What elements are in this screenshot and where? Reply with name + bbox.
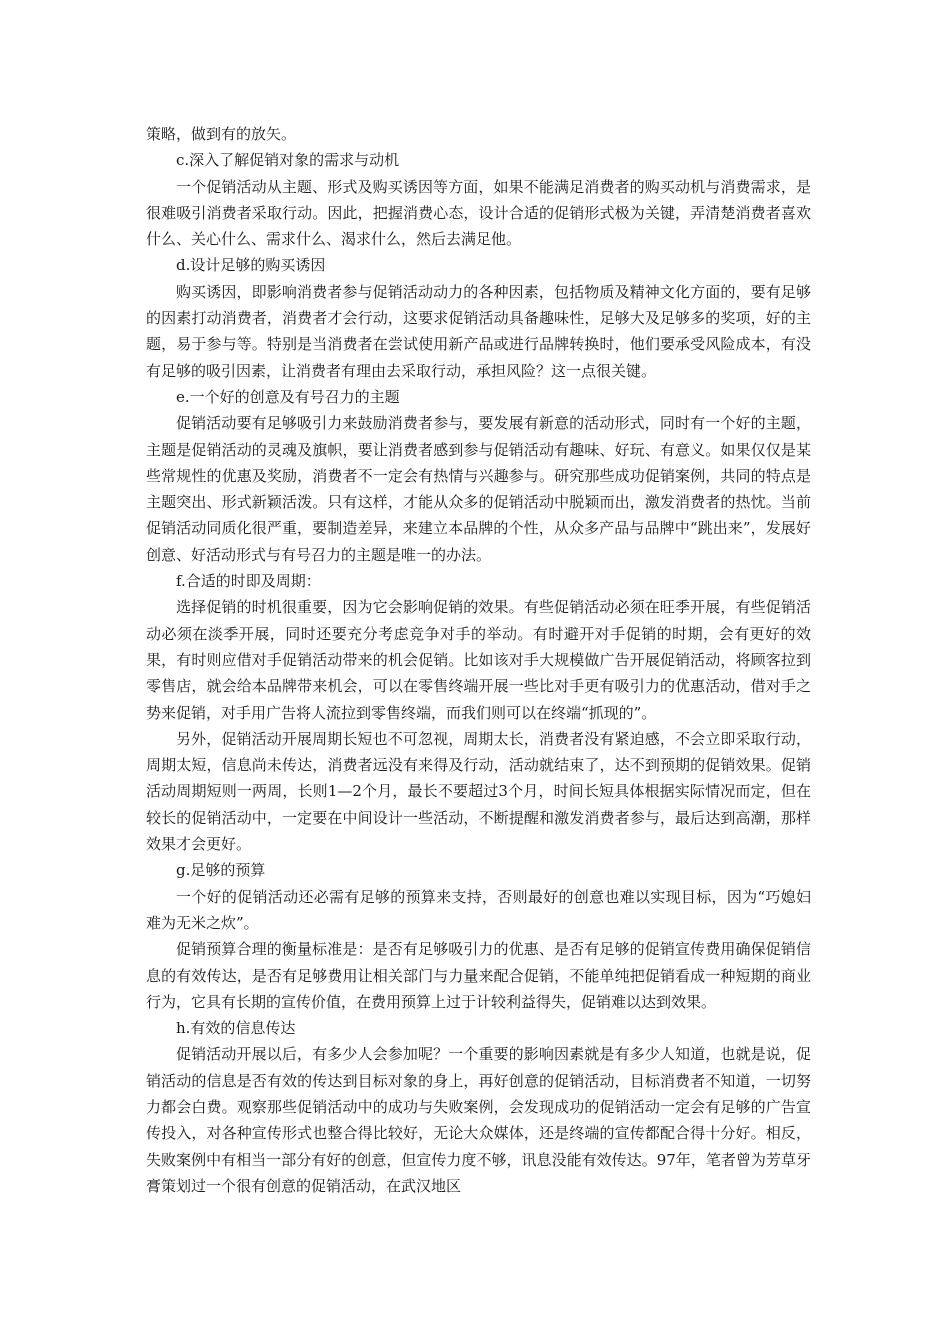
paragraph: 选择促销的时机很重要，因为它会影响促销的效果。有些促销活动必须在旺季开展，有些促销活动必须在淡季开展，同时还要充分考虑竞争对手的举动。有时避开对手促销的时期，会有更好的效果，有时则应借对手促销活动带来的机会促销。比如该对手大规模做广告开展促销活动，将顾客拉到零售店，就会给本品牌带来机会，可以在零售终端开展一些比对手更有吸引力的优惠活动，借对手之势来促销，对手用广告将人流拉到零售终端，而我们则可以在终端“抓现的”。 [146, 598, 811, 722]
section-heading-c: c.深入了解促销对象的需求与动机 [176, 151, 400, 170]
paragraph-continued: 策略，做到有的放矢。 [146, 125, 297, 143]
paragraph: 购买诱因，即影响消费者参与促销活动动力的各种因素，包括物质及精神文化方面的，要有足够的因素打动消费者，消费者才会行动，这要求促销活动具备趣味性，足够大及足够多的奖项，好的主题，易于参与等。特别是当消费者在尝试使用新产品或进行品牌转换时，他们要承受风险成本，有没有足够的吸引因素，让消费者有理由去采取行动，承担风险？这一点很关键。 [146, 282, 811, 380]
paragraph: 一个促销活动从主题、形式及购买诱因等方面，如果不能满足消费者的购买动机与消费需求，是很难吸引消费者采取行动。因此，把握消费心态，设计合适的促销形式极为关键，弄清楚消费者喜欢什么、关心什么、需求什么、渴求什么，然后去满足他。 [146, 177, 811, 249]
paragraph: 促销活动开展以后，有多少人会参加呢？一个重要的影响因素就是有多少人知道，也就是说，促销活动的信息是否有效的传达到目标对象的身上，再好创意的促销活动，目标消费者不知道，一切努力都会白费。观察那些促销活动中的成功与失败案例，会发现成功的促销活动一定会有足够的广告宣传投入，对各种宣传形式也整合得比较好，无论大众媒体，还是终端的宣传都配合得十分好。相反，失败案例中有相当一部分有好的创意，但宣传力度不够，讯息没能有效传达。97年，笔者曾为芳草牙膏策划过一个很有创意的促销活动，在武汉地区 [146, 1045, 811, 1195]
paragraph: 促销预算合理的衡量标准是：是否有足够吸引力的优惠、是否有足够的促销宣传费用确保促销信息的有效传达，是否有足够费用让相关部门与力量来配合促销，不能单纯把促销看成一种短期的商业行为，它具有长期的宣传价值，在费用预算上过于计较利益得失，促销难以达到效果。 [146, 940, 811, 1011]
paragraph: 一个好的促销活动还必需有足够的预算来支持，否则最好的创意也难以实现目标，因为“巧媳妇难为无米之炊”。 [146, 887, 811, 932]
section-heading-d: d.设计足够的购买诱因 [176, 256, 326, 275]
section-heading-h: h.有效的信息传达 [176, 1019, 296, 1038]
section-heading-e: e.一个好的创意及有号召力的主题 [176, 387, 400, 406]
section-heading-f: f.合适的时即及周期： [176, 572, 321, 591]
section-heading-g: g.足够的预算 [176, 861, 266, 880]
paragraph: 另外，促销活动开展周期长短也不可忽视，周期太长，消费者没有紧迫感，不会立即采取行动，周期太短，信息尚未传达，消费者远没有来得及行动，活动就结束了，达不到预期的促销效果。促销活动周期短则一两周，长则1—2个月，最长不要超过3个月，时间长短具体根据实际情况而定，但在较长的促销活动中，一定要在中间设计一些活动，不断提醒和激发消费者参与，最后达到高潮，那样效果才会更好。 [146, 729, 811, 854]
document-body [146, 121, 811, 1199]
paragraph: 促销活动要有足够吸引力来鼓励消费者参与，要发展有新意的活动形式，同时有一个好的主题，主题是促销活动的灵魂及旗帜，要让消费者感到参与促销活动有趣味、好玩、有意义。如果仅仅是某些常规性的优惠及奖励，消费者不一定会有热情与兴趣参与。研究那些成功促销案例，共同的特点是主题突出、形式新颖活泼。只有这样，才能从众多的促销活动中脱颖而出，激发消费者的热忱。当前促销活动同质化很严重，要制造差异，来建立本品牌的个性，从众多产品与品牌中“跳出来”，发展好创意、好活动形式与有号召力的主题是唯一的办法。 [146, 414, 811, 564]
